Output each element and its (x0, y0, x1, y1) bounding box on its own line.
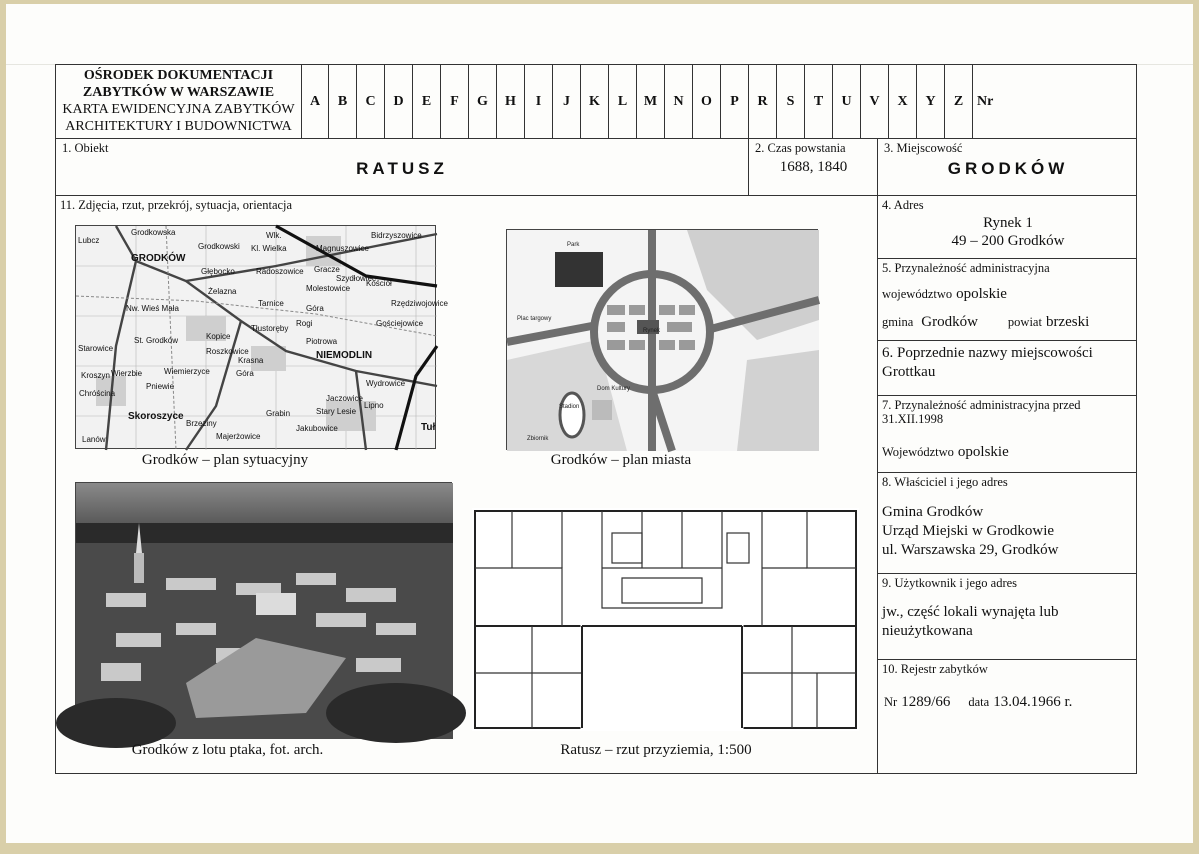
map1-label: Radoszowice (256, 267, 304, 276)
map1-label: Stary Lesie (316, 407, 357, 416)
register-date: 13.04.1966 r. (993, 694, 1073, 710)
powiat-label: powiat (1007, 315, 1042, 329)
map2-label: Zbiornik (527, 436, 549, 442)
map1-label: Grodkowska (131, 228, 176, 237)
letter-cell: G (468, 65, 496, 138)
field-7-date: 31.XII.1998 (882, 412, 944, 426)
letter-cell-nr: Nr (972, 65, 1136, 138)
header-line-1: OŚRODEK DOKUMENTACJI (83, 68, 274, 83)
map2-label: Rynek (643, 328, 661, 334)
map2-label: Stadion (559, 404, 580, 410)
map2-label: Dom Kultury (597, 386, 631, 392)
letter-cell: S (776, 65, 804, 138)
field-9-uzytkownik (877, 573, 1137, 659)
map1-label: Rzędziwojowice (391, 299, 448, 308)
map1-label: Krasna (238, 356, 264, 365)
object-name: RATUSZ (356, 159, 448, 178)
letter-cell: X (888, 65, 916, 138)
letter-cell: T (804, 65, 832, 138)
map1-label: Starowice (78, 344, 114, 353)
former-voivodeship-label: Województwo (882, 445, 954, 459)
map2-label: Park (567, 242, 580, 248)
header-line-3: KARTA EWIDENCYJNA ZABYTKÓW (62, 102, 295, 117)
voivodeship-label: województwo (882, 287, 953, 301)
map1-label: Wiemierzyce (164, 367, 210, 376)
town-plan-drawing (507, 230, 819, 451)
floor-plan-image (472, 508, 859, 731)
situational-map-drawing (76, 226, 448, 450)
floor-plan-caption: Ratusz – rzut przyziemia, 1:500 (560, 742, 752, 758)
gmina-label: gmina (882, 315, 914, 329)
map1-label: Bidrzyszowice (371, 231, 422, 240)
letter-cell: J (552, 65, 580, 138)
former-voivodeship-value: opolskie (957, 444, 1009, 460)
letter-cell: C (356, 65, 384, 138)
map1-label: Tarnice (258, 299, 284, 308)
field-3-label: 3. Miejscowość (884, 141, 963, 155)
field-9-label: 9. Użytkownik i jego adres (882, 576, 1018, 590)
aerial-photo-caption: Grodków z lotu ptaka, fot. arch. (131, 742, 324, 758)
letter-cell: A (301, 65, 328, 138)
map1-label: Molestowice (306, 284, 351, 293)
field-8-label: 8. Właściciel i jego adres (882, 475, 1008, 489)
gmina-value: Grodków (921, 314, 978, 330)
letter-cell: I (524, 65, 552, 138)
field-6-poprzednie-nazwy (877, 340, 1137, 395)
register-number: 1289/66 (901, 694, 951, 710)
letter-cell: R (748, 65, 776, 138)
field-1-obiekt (56, 138, 748, 195)
map1-label: Majerżowice (216, 432, 261, 441)
field-11-label: 11. Zdjęcia, rzut, przekrój, sytuacja, orientacja (60, 198, 293, 212)
map1-label: Grabin (266, 409, 291, 418)
map1-label: Kopice (206, 332, 231, 341)
map1-label: Grodkowski (198, 242, 240, 251)
map1-label: Kroszyn (81, 371, 110, 380)
address-line-1: Rynek 1 (983, 215, 1033, 231)
map1-label: Lubcz (78, 236, 100, 245)
map1-label: Skoroszyce (128, 411, 184, 422)
letter-cell: U (832, 65, 860, 138)
field-2-czas-powstania (748, 138, 877, 195)
header-line-4: ARCHITEKTURY I BUDOWNICTWA (65, 119, 292, 134)
field-10-label: 10. Rejestr zabytków (882, 662, 988, 676)
map1-label: Tłustoręby (251, 324, 289, 333)
map1-label: Kościół (366, 279, 392, 288)
index-letters-row (301, 65, 1136, 138)
field-6-label: 6. Poprzednie nazwy miejscowości (882, 345, 1093, 361)
map1-label: Wlk. (266, 231, 282, 240)
situational-map-caption: Grodków – plan sytuacyjny (141, 452, 309, 468)
letter-cell: P (720, 65, 748, 138)
map1-label: Gościejowice (376, 319, 424, 328)
locality-name: GRODKÓW (947, 159, 1069, 178)
owner-line-1: Gmina Grodków (882, 504, 984, 520)
field-5-przynaleznosc (877, 258, 1137, 340)
letter-cell: K (580, 65, 608, 138)
map1-label: Lipno (364, 401, 384, 410)
letter-cell: V (860, 65, 888, 138)
map1-label: Jakubowice (296, 424, 338, 433)
letter-cell: O (692, 65, 720, 138)
map1-label: Szydłowiec (336, 274, 377, 283)
register-date-label: data (968, 695, 990, 709)
map1-label: St. Grodków (134, 336, 179, 345)
map1-label: Pniewie (146, 382, 175, 391)
letter-cell: N (664, 65, 692, 138)
field-7-label: 7. Przynależność administracyjna przed (882, 398, 1081, 412)
map2-label: Plac targowy (517, 316, 552, 322)
powiat-value: brzeski (1045, 314, 1090, 330)
map1-label: Brzeziny (186, 419, 217, 428)
field-10-rejestr (877, 659, 1137, 774)
map1-label: NIEMODLIN (316, 350, 373, 361)
field-5-label: 5. Przynależność administracyjna (882, 261, 1050, 275)
field-4-adres (877, 195, 1137, 258)
institution-header (56, 65, 301, 140)
map1-label: Nw. Wieś Mała (126, 304, 179, 313)
letter-cell: F (440, 65, 468, 138)
map1-label: Wydrowice (366, 379, 406, 388)
map1-label: Głębocko (201, 267, 235, 276)
map1-label: Magnuszowice (316, 244, 369, 253)
map1-label: Rogi (296, 319, 313, 328)
map1-label: Gracze (314, 265, 340, 274)
field-8-wlasciciel (877, 472, 1137, 573)
map1-label: Chróścina (79, 389, 116, 398)
letter-cell: D (384, 65, 412, 138)
field-1-label: 1. Obiekt (62, 141, 109, 155)
letter-cell: E (412, 65, 440, 138)
former-name: Grottkau (882, 364, 936, 380)
map1-label: Góra (236, 369, 254, 378)
situational-map-image (75, 225, 448, 449)
letter-cell: L (608, 65, 636, 138)
map1-label: Roszkowice (206, 347, 249, 356)
user-line-1: jw., część lokali wynajęta lub (882, 604, 1059, 620)
construction-date: 1688, 1840 (779, 159, 848, 175)
letter-cell: H (496, 65, 524, 138)
letter-cell: Z (944, 65, 972, 138)
map1-label: Tuł (421, 422, 436, 433)
map1-label: Piotrowa (306, 337, 338, 346)
owner-line-2: Urząd Miejski w Grodkowie (882, 523, 1055, 539)
town-plan-caption: Grodków – plan miasta (550, 452, 692, 468)
map1-label: GRODKÓW (131, 253, 186, 264)
map1-label: Lanów (82, 435, 106, 444)
user-line-2: nieużytkowana (882, 623, 973, 639)
letter-cell: M (636, 65, 664, 138)
map1-label: Kl. Wielka (251, 244, 287, 253)
letter-cell: Y (916, 65, 944, 138)
floor-plan-drawing (472, 508, 859, 731)
field-4-label: 4. Adres (882, 198, 924, 212)
map1-label: Jaczowice (326, 394, 363, 403)
voivodeship-value: opolskie (956, 286, 1007, 302)
field-2-label: 2. Czas powstania (755, 141, 846, 155)
town-plan-image (506, 229, 818, 450)
header-line-2: ZABYTKÓW W WARSZAWIE (82, 85, 275, 100)
register-nr-label: Nr (884, 695, 898, 709)
owner-line-3: ul. Warszawska 29, Grodków (882, 542, 1059, 558)
letter-cell: B (328, 65, 356, 138)
aerial-photo-image (75, 482, 452, 738)
address-line-2: 49 – 200 Grodków (951, 233, 1065, 249)
field-7-przynaleznosc-przed (877, 395, 1137, 472)
map1-label: Wierzbie (111, 369, 143, 378)
map1-label: Góra (306, 304, 324, 313)
map1-label: Żelazna (208, 287, 237, 296)
field-3-miejscowosc (877, 138, 1137, 195)
aerial-photo-drawing (76, 483, 453, 739)
